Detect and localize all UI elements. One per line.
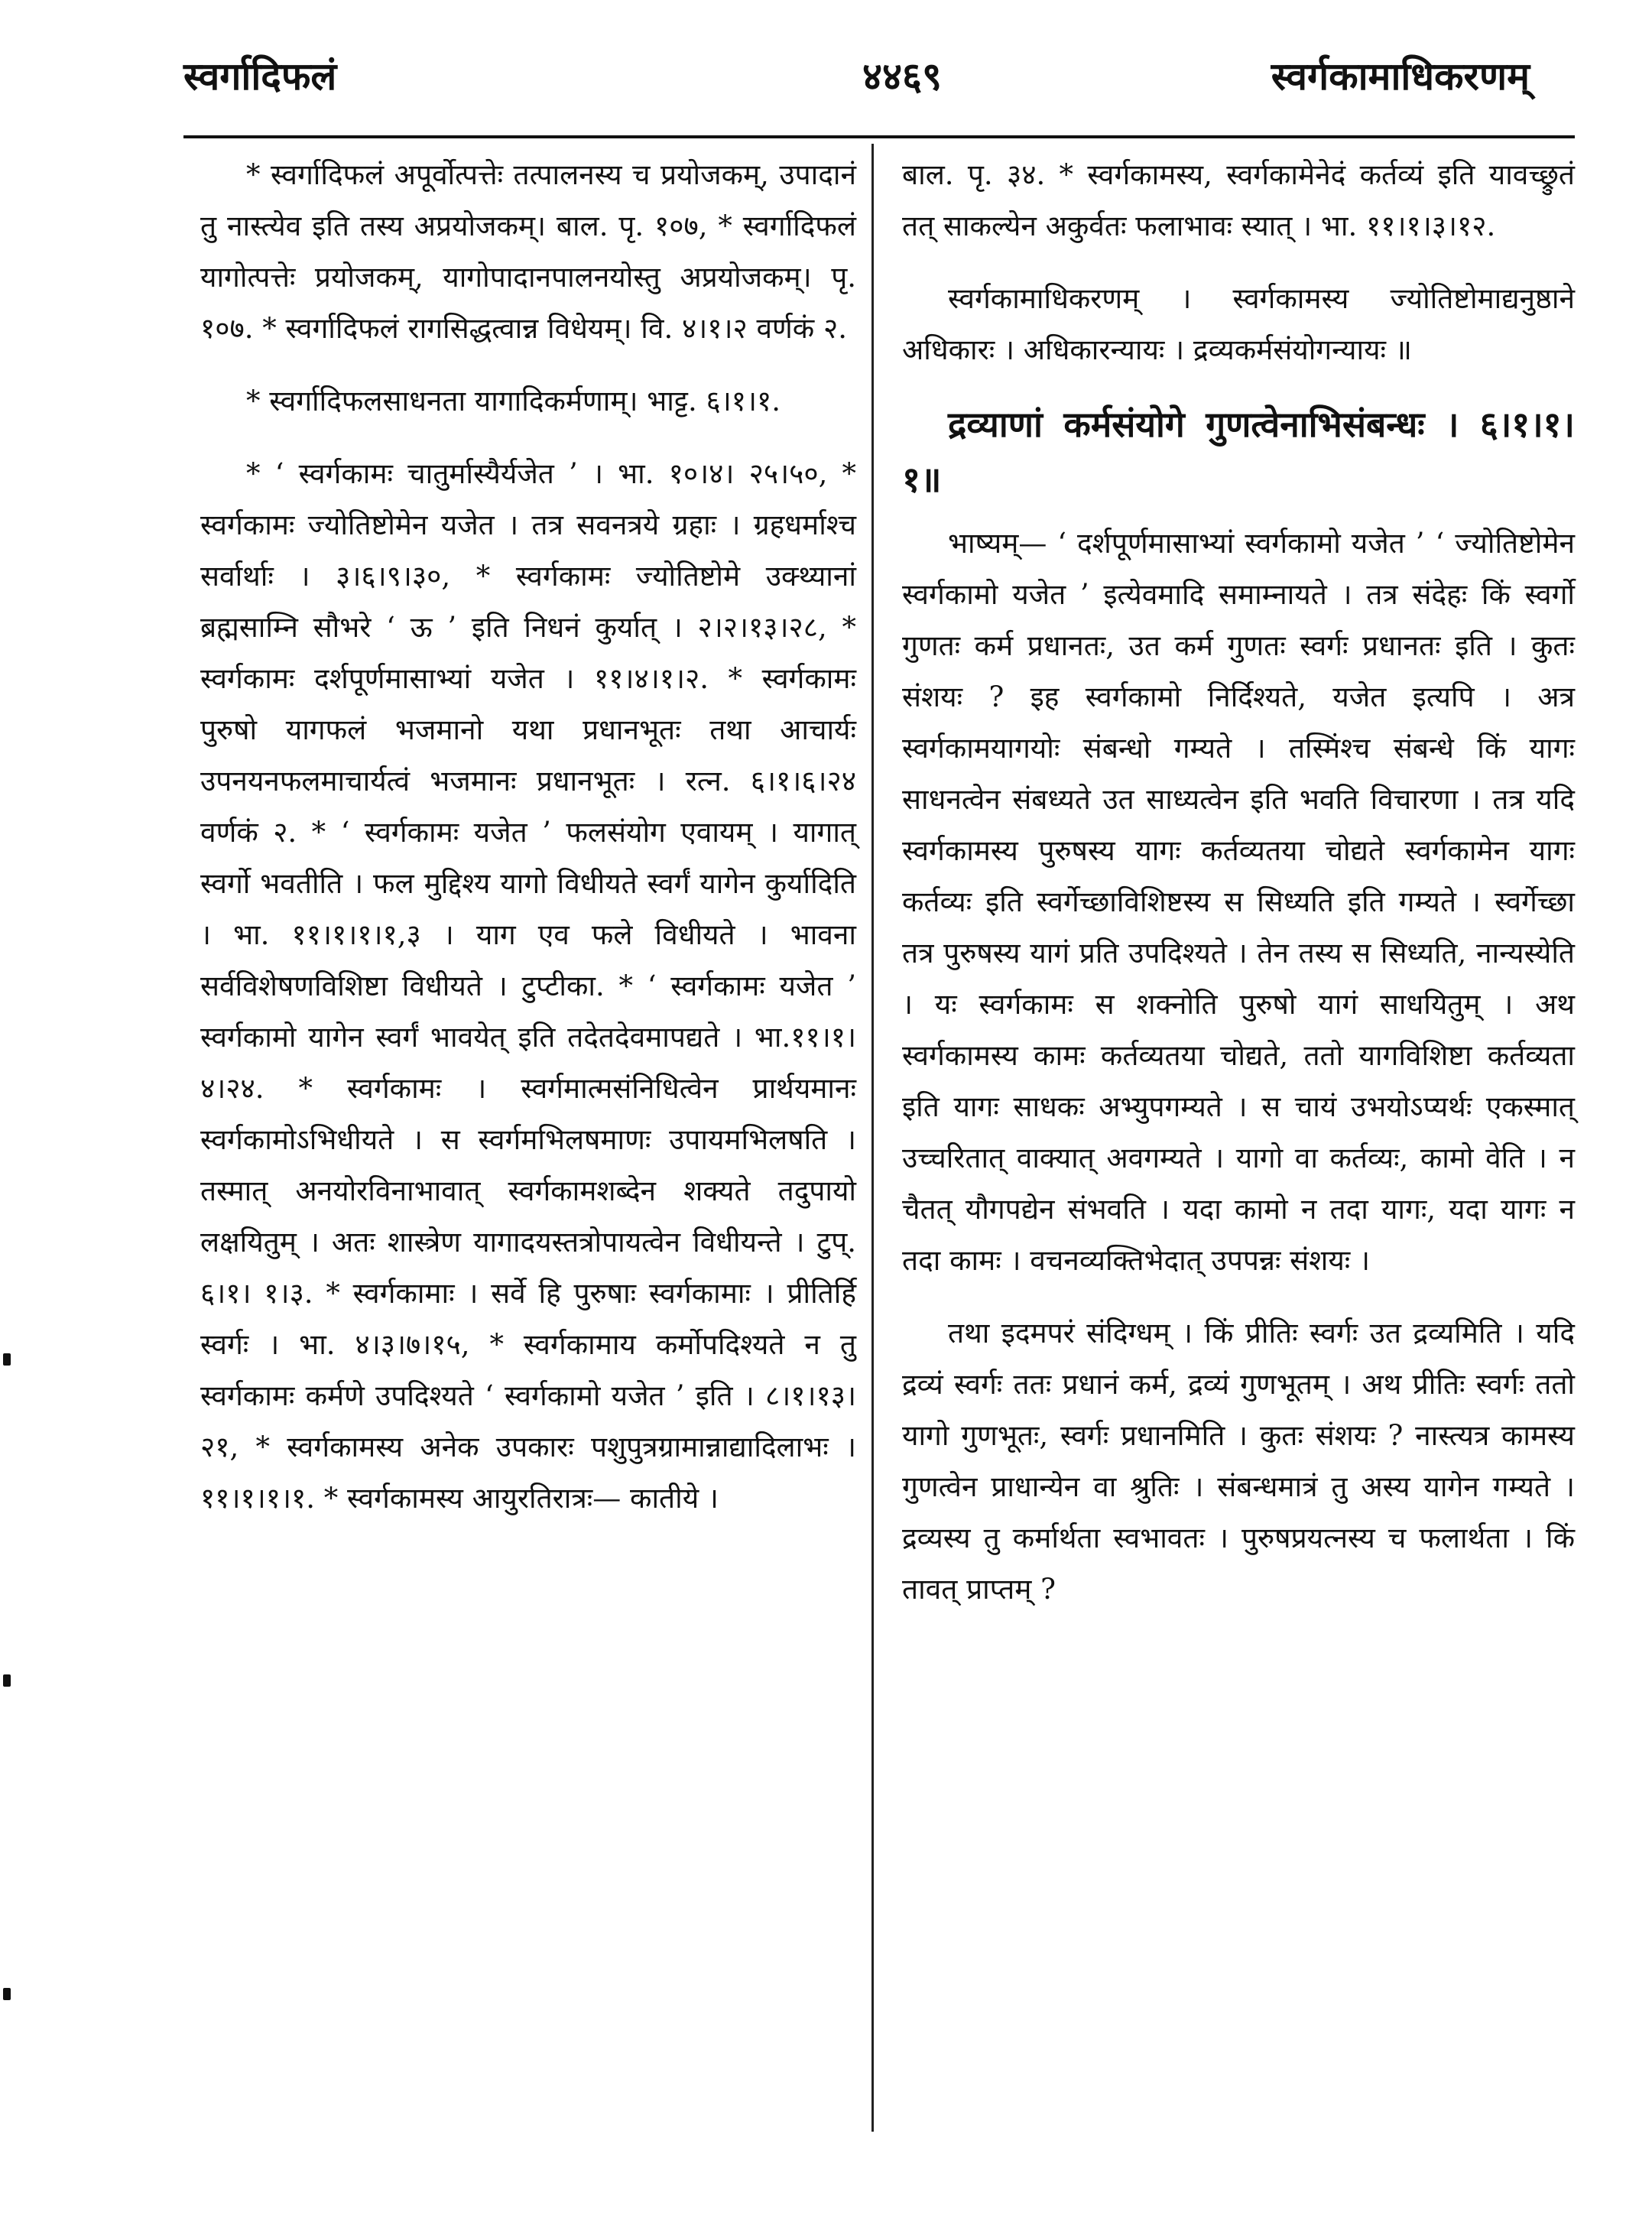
margin-mark: [3, 1353, 11, 1366]
margin-mark: [3, 1988, 11, 2000]
bhashya-paragraph: भाष्यम्— ‘ दर्शपूर्णमासाभ्यां स्वर्गकामो यजेत ’ ‘ ज्योतिष्टोमेन स्वर्गकामो यजेत ’ इत्येवमादि समाम्नायते । तत्र संदेहः किं स्वर्गो गुणतः कर्म प्रधानतः, उत कर्म गुणतः स्वर्गः प्रधानतः इति । कुतः संशयः ? इह स्वर्गकामो निर्दिश्यते, यजेत इत्यपि । अत्र स्वर्गकामयागयोः संबन्धो गम्यते । तस्मिंश्च संबन्धे किं यागः साधनत्वेन संबध्यते उत साध्यत्वेन इति भवति विचारणा । तत्र यदि स्वर्गकामस्य पुरुषस्य यागः कर्तव्यतया चोद्यते स्वर्गकामेन यागः कर्तव्यः इति स्वर्गेच्छाविशिष्टस्य स सिध्यति इति गम्यते । स्वर्गेच्छा तत्र पुरुषस्य यागं प्रति उपदिश्यते । तेन तस्य स सिध्यति, नान्यस्येति । यः स्वर्गकामः स शक्नोति पुरुषो यागं साधयितुम् । अथ स्वर्गकामस्य कामः कर्तव्यतया चोद्यते, ततो यागविशिष्टा कर्तव्यता इति यागः साधकः अभ्युपगम्यते । स चायं उभयोऽप्यर्थः एकस्मात् उच्चरितात् वाक्यात् अवगम्यते । यागो वा कर्तव्यः, कामो वेति । न चैतत् यौगपद्येन संभवति । यदा कामो न तदा यागः, यदा यागः न तदा कामः । वचनव्यक्तिभेदात् उपपन्नः संशयः ।: [902, 527, 1575, 1277]
adhikarana-heading: स्वर्गकामाधिकरणम् । स्वर्गकामस्य ज्योतिष्टोमाद्यनुष्ठाने अधिकारः । अधिकारन्यायः । द्रव्यकर्मसंयोगन्यायः ॥: [902, 282, 1575, 366]
sutra: द्रव्याणां कर्मसंयोगे गुणत्वेनाभिसंबन्धः । ६।१।१।१॥: [902, 404, 1575, 500]
running-head-right: स्वर्गकामाधिकरणम्: [1271, 54, 1530, 99]
entry-paragraph: * ‘ स्वर्गकामः चातुर्मास्यैर्यजेत ’ । भा. १०।४। २५।५०, * स्वर्गकामः ज्योतिष्टोमेन यजेत । तत्र सवनत्रये ग्रहाः । ग्रहधर्माश्च सर्वार्थाः । ३।६।९।३०, * स्वर्गकामः ज्योतिष्टोमे उक्थ्यानां ब्रह्मसाम्नि सौभरे ‘ ऊ ’ इति निधनं कुर्यात् । २।२।१३।२८, * स्वर्गकामः दर्शपूर्णमासाभ्यां यजेत । ११।४।१।२. * स्वर्गकामः पुरुषो यागफलं भजमानो यथा प्रधानभूतः तथा आचार्यः उपनयनफलमाचार्यत्वं भजमानः प्रधानभूतः । रत्न. ६।१।६।२४ वर्णकं २. * ‘ स्वर्गकामः यजेत ’ फलसंयोग एवायम् । यागात् स्वर्गो भवतीति । फल मुद्दिश्य यागो विधीयते स्वर्गं यागेन कुर्यादिति । भा. ११।१।१।१,३ । याग एव फले विधीयते । भावना सर्वविशेषणविशिष्टा विधीयते । टुप्टीका. * ‘ स्वर्गकामः यजेत ’ स्वर्गकामो यागेन स्वर्गं भावयेत् इति तदेतदेवमापद्यते । भा.११।१।४।२४. * स्वर्गकामः । स्वर्गमात्मसंनिधित्वेन प्रार्थयमानः स्वर्गकामोऽभिधीयते । स स्वर्गमभिलषमाणः उपायमभिलषति । तस्मात् अनयोरविनाभावात् स्वर्गकामशब्देन शक्यते तदुपायो लक्षयितुम् । अतः शास्त्रेण यागादयस्तत्रोपायत्वेन विधीयन्ते । टुप्. ६।१। १।३. * स्वर्गकामाः । सर्वे हि पुरुषाः स्वर्गकामाः । प्रीतिर्हि स्वर्गः । भा. ४।३।७।१५, * स्वर्गकामाय कर्मोपदिश्यते न तु स्वर्गकामः कर्मणे उपदिश्यते ‘ स्वर्गकामो यजेत ’ इति । ८।१।१३।२१, * स्वर्गकामस्य अनेक उपकारः पशुपुत्रग्रामान्नाद्यादिलाभः । ११।१।१।१. * स्वर्गकामस्य आयुरतिरात्रः— कातीये ।: [200, 457, 856, 1515]
entry-paragraph: * स्वर्गादिफलसाधनता यागादिकर्मणाम्। भाट्ट. ६।१।१.: [246, 385, 781, 417]
right-column: [902, 149, 1575, 1636]
margin-mark: [3, 1674, 11, 1687]
header-rule: [183, 135, 1575, 138]
page-number: ४४६९: [862, 54, 942, 99]
bhashya-paragraph: तथा इदमपरं संदिग्धम् । किं प्रीतिः स्वर्गः उत द्रव्यमिति । यदि द्रव्यं स्वर्गः ततः प्रधानं कर्म, द्रव्यं गुणभूतम् । अथ प्रीतिः स्वर्गः ततो यागो गुणभूतः, स्वर्गः प्रधानमिति । कुतः संशयः ? नास्त्यत्र कामस्य गुणत्वेन प्राधान्येन वा श्रुतिः । संबन्धमात्रं तु अस्य यागेन गम्यते । द्रव्यस्य तु कर्मार्थता स्वभावतः । पुरुषप्रयत्नस्य च फलार्थता । किं तावत् प्राप्तम् ?: [902, 1317, 1575, 1606]
column-divider: [871, 144, 874, 2132]
left-column: [200, 149, 856, 1545]
running-head-left: स्वर्गादिफलं: [183, 54, 337, 99]
entry-paragraph: बाल. पृ. ३४. * स्वर्गकामस्य, स्वर्गकामेनेदं कर्तव्यं इति यावच्छ्रुतं तत् साकल्येन अकुर्वतः फलाभावः स्यात् । भा. ११।१।३।१२.: [902, 158, 1575, 242]
entry-paragraph: * स्वर्गादिफलं अपूर्वोत्पत्तेः तत्पालनस्य च प्रयोजकम्, उपादानं तु नास्त्येव इति तस्य अप्रयोजकम्। बाल. पृ. १०७, * स्वर्गादिफलं यागोत्पत्तेः प्रयोजकम्, यागोपादानपालनयोस्तु अप्रयोजकम्। पृ. १०७. * स्वर्गादिफलं रागसिद्धत्वान्न विधेयम्। वि. ४।१।२ वर्णकं २.: [200, 158, 856, 345]
